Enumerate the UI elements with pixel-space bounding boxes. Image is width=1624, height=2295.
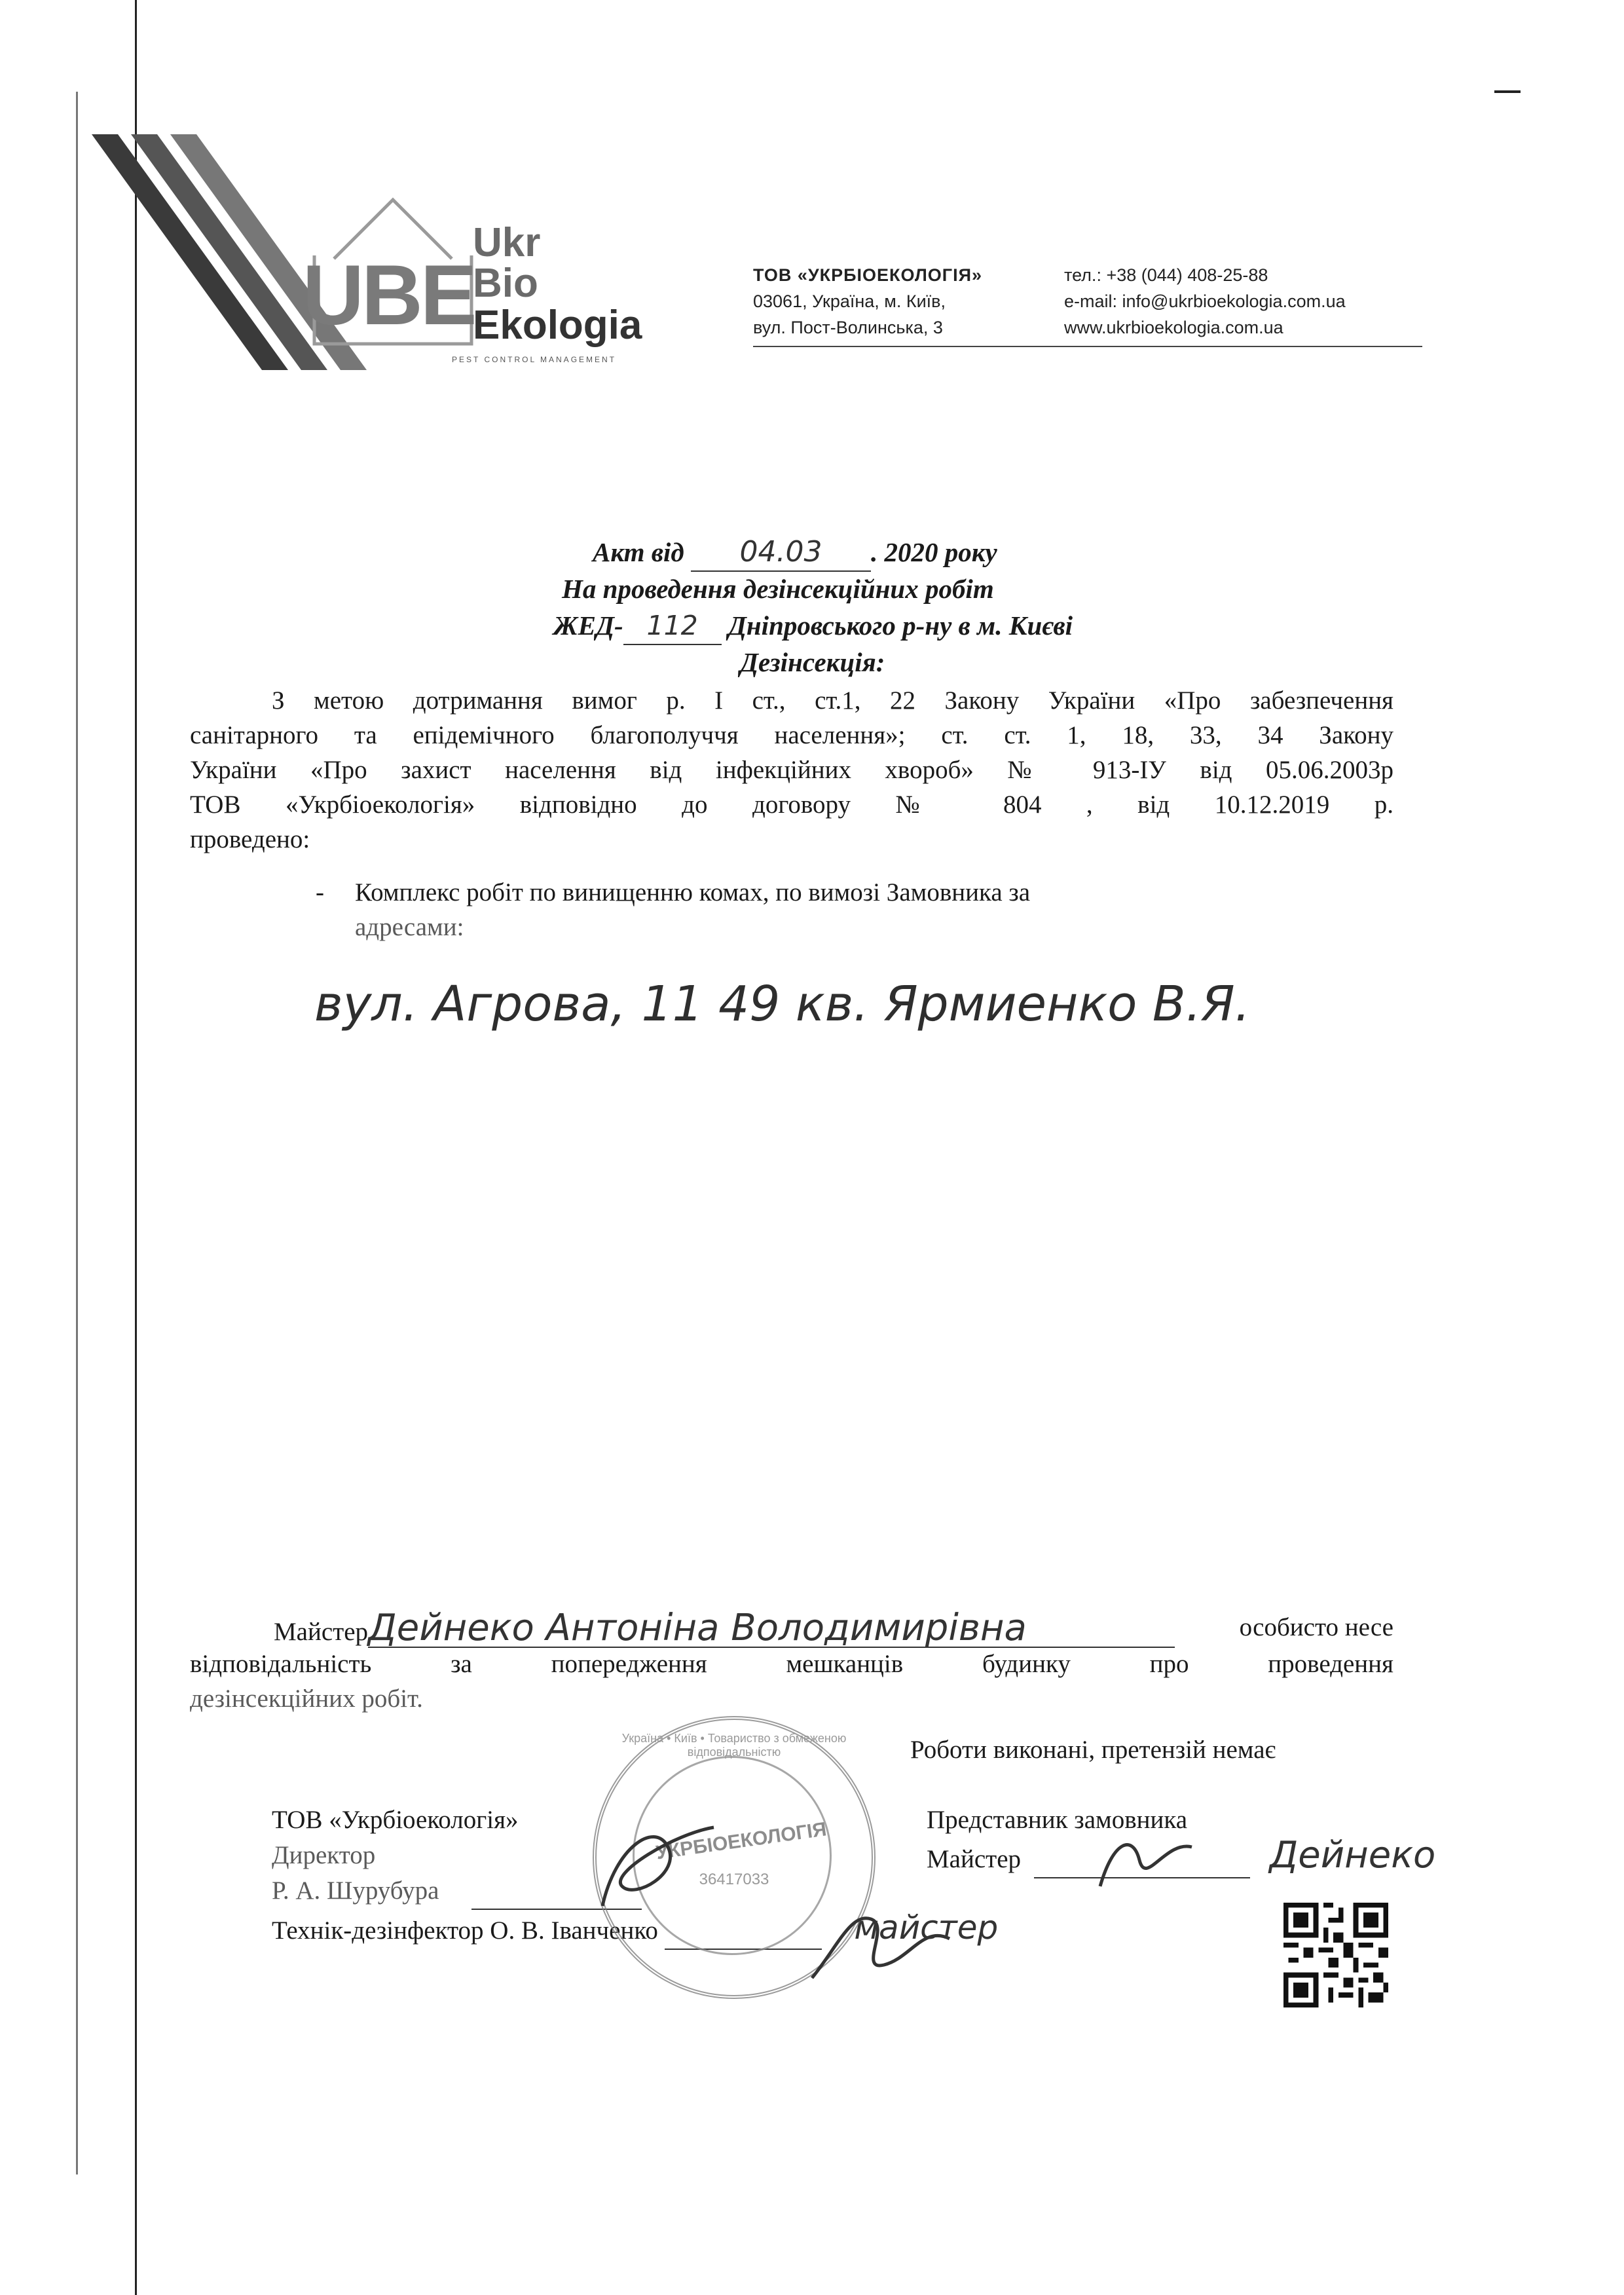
body-line-3: України «Про захист населення від інфекційних хвороб» № 913-IУ від 05.06.2003р	[190, 756, 1393, 784]
master-text	[190, 1647, 1393, 1716]
tech-signature-scribble	[799, 1886, 969, 2004]
sign-company: ТОВ «Укрбіоекологія»	[272, 1806, 519, 1834]
logo-tagline: PEST CONTROL MANAGEMENT	[452, 355, 617, 364]
act-title-line2: На проведення дезінсекційних робіт	[562, 574, 994, 604]
body-line-4: ТОВ «Укрбіоекологія» відповідно до договору № 804 , від 10.12.2019 р.	[190, 791, 1393, 819]
master-prefix: Майстер	[274, 1618, 369, 1646]
zhed-prefix: ЖЕД-	[553, 610, 623, 641]
company-contacts-block	[1064, 262, 1346, 341]
company-street: вул. Пост-Волинська, 3	[753, 318, 943, 337]
scan-edge-line	[76, 92, 78, 2174]
sign-tech-label: Технік-дезінфектор О. В. Іванченко	[272, 1916, 658, 1945]
company-address-block	[753, 262, 982, 341]
works-completed: Роботи виконані, претензій немає	[910, 1736, 1276, 1764]
master-line-1	[274, 1607, 1393, 1650]
logo-word-ekologia: Ekologia	[473, 303, 642, 348]
body-line-2: санітарного та епідемічного благополуччя населення»; ст. ст. 1, 18, 33, 34 Закону	[190, 721, 1393, 749]
act-title-line3	[553, 607, 1073, 645]
bullet-dash: -	[316, 878, 324, 906]
body-line-5: проведено:	[190, 825, 310, 853]
act-body	[190, 683, 1393, 857]
stamp-center-text: УКРБІОЕКОЛОГІЯ	[654, 1818, 828, 1864]
master-suffix: особисто несе	[1239, 1613, 1393, 1641]
company-website: www.ukrbioekologia.com.ua	[1064, 318, 1283, 337]
company-name: ТОВ «УКРБІОЕКОЛОГІЯ»	[753, 265, 983, 285]
rep-signature-scribble	[1087, 1821, 1205, 1899]
master-name-handwritten: Дейнеко Антоніна Володимирівна	[368, 1610, 1175, 1648]
tech-note-handwritten: майстер	[854, 1909, 999, 1947]
act-year: . 2020 року	[871, 537, 997, 567]
act-title-line1	[593, 534, 997, 572]
zhed-number-handwritten: 112	[623, 607, 722, 645]
stamp-code: 36417033	[699, 1871, 769, 1888]
act-prefix: Акт від	[593, 537, 684, 567]
logo-mark: UBE	[303, 247, 475, 343]
header-divider	[753, 346, 1422, 347]
sign-rep-label: Представник замовника	[927, 1806, 1188, 1834]
master-line-3: дезінсекційних робіт.	[190, 1685, 423, 1713]
act-date-handwritten: 04.03	[691, 534, 871, 572]
handwritten-address: вул. Агрова, 11 49 кв. Ярмиенко В.Я.	[314, 976, 1251, 1032]
logo-word-ukr: Ukr	[473, 220, 541, 265]
bullet-text-1: Комплекс робіт по винищенню комах, по вимозі Замовника за	[355, 878, 1031, 906]
logo-word-bio: Bio	[473, 261, 538, 306]
qr-code-icon	[1283, 1903, 1388, 2007]
company-email: e-mail: info@ukrbioekologia.com.ua	[1064, 291, 1346, 311]
bullet-text-2: адресами:	[355, 913, 464, 941]
sign-director-label: Директор	[272, 1841, 376, 1869]
body-line-1: З метою дотримання вимог р. І ст., ст.1, 22 Закону України «Про забезпечення	[272, 686, 1393, 715]
master-line-2: відповідальність за попередження мешканців будинку про проведення	[190, 1650, 1393, 1678]
act-title-line4: Дезінсекція:	[740, 647, 885, 677]
company-phone: тел.: +38 (044) 408-25-88	[1064, 265, 1268, 285]
stamp-ring-text: Україна • Київ • Товариство з обмеженою відповідальністю	[621, 1732, 847, 1759]
master-signature-handwritten: Дейнеко	[1269, 1834, 1436, 1876]
company-postal: 03061, Україна, м. Київ,	[753, 291, 946, 311]
sign-master-label: Майстер	[927, 1845, 1022, 1873]
sign-director-name: Р. А. Шурубура	[272, 1876, 439, 1905]
scan-mark	[1494, 90, 1521, 93]
zhed-suffix: Дніпровського р-ну в м. Києві	[721, 610, 1073, 641]
director-signature-scribble	[576, 1808, 747, 1926]
